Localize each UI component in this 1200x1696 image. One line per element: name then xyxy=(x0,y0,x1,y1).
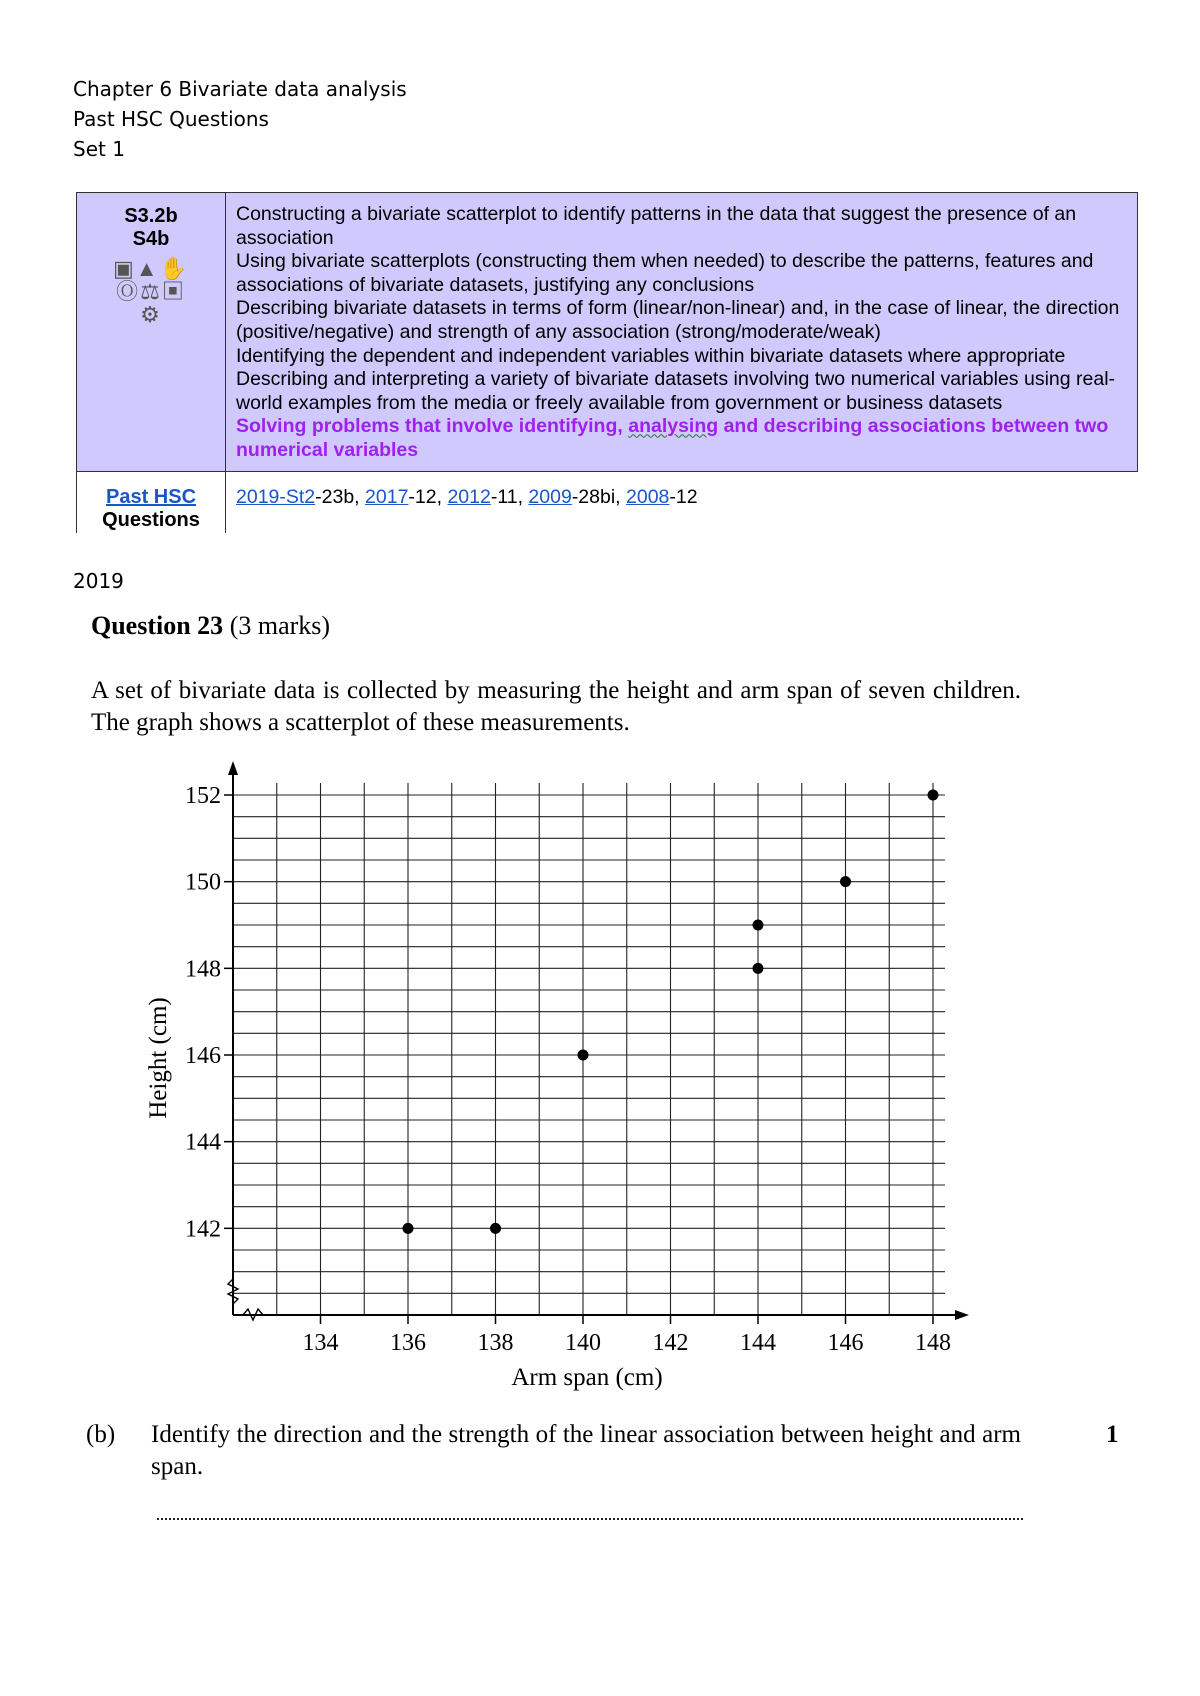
data-point xyxy=(928,790,939,801)
y-tick-label: 148 xyxy=(185,956,221,983)
outcome-item: Describing and interpreting a variety of bivariate datasets involving two numerical variables using real-world examples from the media or freely available from government or business datasets xyxy=(236,368,1116,414)
ref-link[interactable]: 2009 xyxy=(528,485,572,508)
question-text: A set of bivariate data is collected by measuring the height and arm span of seven children. The graph shows a scatterplot of these measurements. xyxy=(91,677,1021,736)
outcome-highlight: Solving problems that involve identifying, analysing and describing associations between two numerical variables xyxy=(236,415,1109,461)
outcome-item: Using bivariate scatterplots (constructing them when needed) to describe the patterns, features and associations of bivariate datasets, justifying any conclusions xyxy=(236,250,1094,296)
question-title: Question 23 (3 marks) xyxy=(91,611,331,640)
hands-icon: ✋ xyxy=(159,256,189,281)
ref-link[interactable]: 2019-St2 xyxy=(236,485,316,508)
x-tick-label: 142 xyxy=(652,1330,689,1356)
ref-link[interactable]: 2008 xyxy=(626,485,670,508)
data-point xyxy=(403,1223,414,1234)
laptop-icon: ▣ xyxy=(161,279,186,304)
year-heading: 2019 xyxy=(73,569,124,593)
y-axis-title: Height (cm) xyxy=(145,997,172,1119)
ref-link[interactable]: 2012 xyxy=(447,485,491,508)
past-hsc-label: Questions xyxy=(102,508,200,531)
y-tick-label: 146 xyxy=(185,1043,221,1069)
ref-link[interactable]: 2017 xyxy=(365,485,409,508)
part-b-marks: 1 xyxy=(1106,1421,1119,1448)
data-point xyxy=(753,963,764,974)
data-point xyxy=(490,1223,501,1234)
part-b-text: Identify the direction and the strength of the linear association between height and arm span. xyxy=(151,1421,1021,1480)
syllabus-code-2: S4b xyxy=(132,228,170,250)
australia-map-icon: ▲ xyxy=(135,256,160,281)
gears-icon: ⚙ xyxy=(140,302,162,327)
past-hsc-link[interactable]: Past HSC xyxy=(105,485,197,508)
past-question-refs: 2019-St2-23b, 2017-12, 2012-11, 2009-28bi, 2008-12 xyxy=(226,471,1138,533)
outcome-item: Describing bivariate datasets in terms of form (linear/non-linear) and, in the case of linear, the direction (positive/negative) and strength of any association (strong/moderate/weak) xyxy=(236,297,1120,343)
part-b-label: (b) xyxy=(86,1421,116,1448)
y-tick-label: 150 xyxy=(185,869,221,896)
subtitle: Past HSC Questions xyxy=(73,107,269,131)
y-tick-label: 144 xyxy=(185,1129,221,1156)
data-point xyxy=(753,920,764,931)
y-axis-arrow xyxy=(228,761,238,775)
y-tick-label: 152 xyxy=(185,783,221,809)
x-tick-label: 138 xyxy=(477,1330,514,1356)
y-tick-label: 142 xyxy=(185,1216,221,1243)
x-tick-label: 134 xyxy=(302,1330,339,1356)
outcome-item: Constructing a bivariate scatterplot to identify patterns in the data that suggest the presence of an association xyxy=(236,203,1077,249)
syllabus-code-1: S3.2b xyxy=(124,205,178,227)
computer-icon: ▣ xyxy=(113,256,136,281)
outcome-item: Identifying the dependent and independent variables within bivariate datasets where appropriate xyxy=(236,344,1066,367)
at-sign-icon: Ⓞ xyxy=(116,279,141,304)
x-tick-label: 144 xyxy=(740,1330,776,1356)
chapter-title: Chapter 6 Bivariate data analysis xyxy=(73,77,407,101)
x-tick-label: 148 xyxy=(915,1330,951,1356)
scales-icon: ⚖ xyxy=(140,279,162,304)
set-label: Set 1 xyxy=(73,137,125,161)
x-tick-label: 136 xyxy=(390,1330,426,1356)
data-point xyxy=(840,876,851,887)
data-point xyxy=(578,1050,589,1061)
x-tick-label: 140 xyxy=(565,1330,601,1356)
x-axis-title: Arm span (cm) xyxy=(511,1364,663,1391)
x-axis-arrow xyxy=(955,1310,969,1320)
answer-line[interactable] xyxy=(157,1518,1023,1520)
x-tick-label: 146 xyxy=(827,1330,864,1356)
